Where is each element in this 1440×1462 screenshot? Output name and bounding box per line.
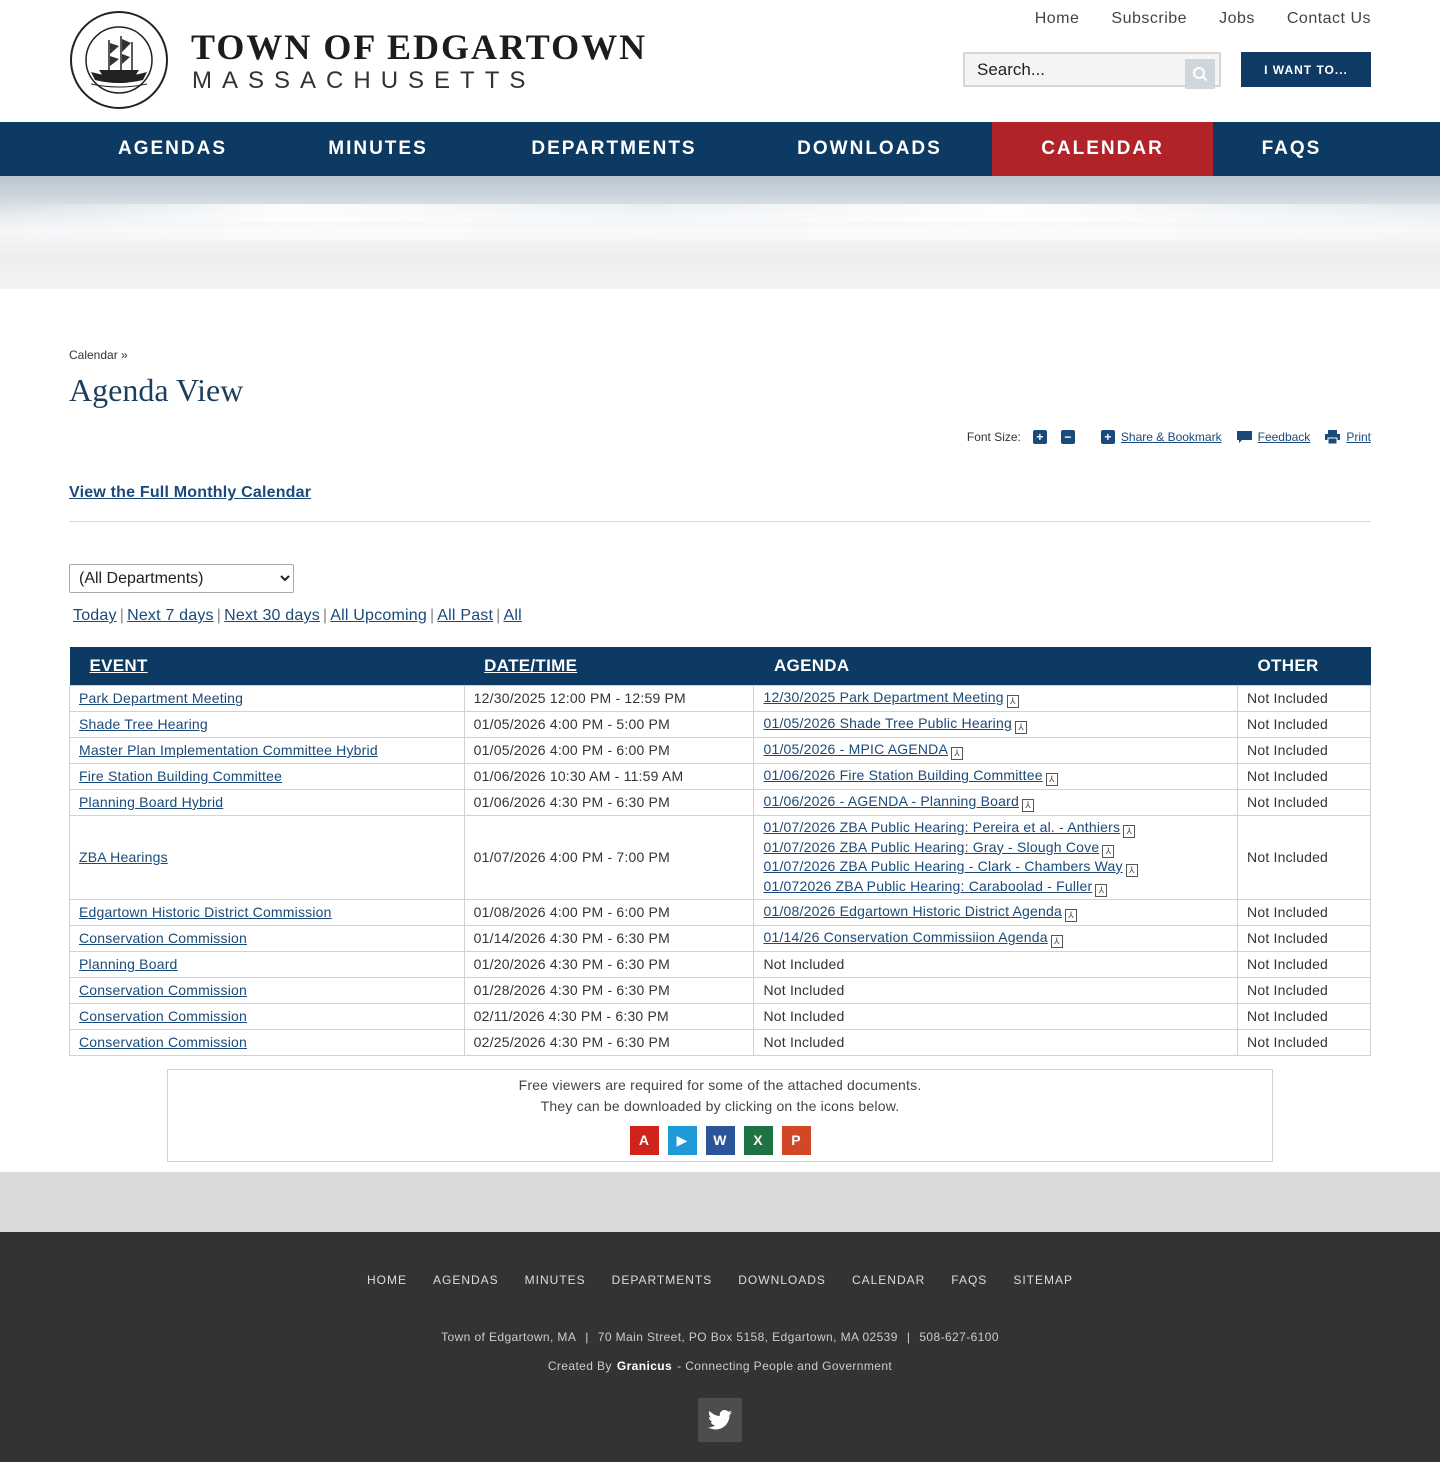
- footer-address: 70 Main Street, PO Box 5158, Edgartown, MA 02539: [597, 1330, 898, 1344]
- table-row: [70, 815, 1371, 899]
- filter-today[interactable]: Today: [73, 607, 117, 624]
- datetime-cell: 01/07/2026 4:00 PM - 7:00 PM: [464, 815, 754, 899]
- datetime-cell: 01/08/2026 4:00 PM - 6:00 PM: [464, 899, 754, 925]
- town-seal-logo[interactable]: [69, 10, 169, 110]
- viewer-icons: [168, 1126, 1272, 1155]
- feedback-link[interactable]: Feedback: [1257, 430, 1311, 444]
- agenda-link[interactable]: 01/05/2026 - MPIC AGENDA: [763, 741, 949, 758]
- nav-faqs[interactable]: FAQS: [1261, 138, 1322, 159]
- event-link[interactable]: Edgartown Historic District Commission: [79, 904, 332, 920]
- event-cell: [70, 925, 465, 951]
- agenda-item: [763, 688, 1228, 708]
- pdf-icon[interactable]: ⅄: [1126, 864, 1138, 877]
- event-link[interactable]: Conservation Commission: [79, 1034, 247, 1050]
- table-row: [70, 789, 1371, 815]
- agenda-cell: Not Included: [754, 1003, 1238, 1029]
- table-row: [70, 763, 1371, 789]
- footer-nav-downloads[interactable]: DOWNLOADS: [738, 1273, 826, 1287]
- event-cell: [70, 1003, 465, 1029]
- font-size-label: Font Size:: [966, 430, 1021, 444]
- date-filters: Today | Next 7 days | Next 30 days | All Upcoming | All Past | All: [73, 607, 522, 624]
- event-cell: [70, 977, 465, 1003]
- agenda-link[interactable]: 01/08/2026 Edgartown Historic District Agenda: [763, 903, 1062, 920]
- agenda-item: [763, 928, 1228, 948]
- agenda-link[interactable]: 01/07/2026 ZBA Public Hearing: Gray - Slough Cove: [763, 838, 1100, 855]
- agenda-cell: [754, 763, 1238, 789]
- excel-icon[interactable]: X: [744, 1126, 773, 1155]
- font-decrease-icon[interactable]: −: [1061, 430, 1075, 444]
- print-link[interactable]: Print: [1346, 430, 1371, 444]
- footer-phone[interactable]: 508-627-6100: [919, 1330, 999, 1344]
- agenda-cell: Not Included: [754, 1029, 1238, 1055]
- pdf-icon[interactable]: ⅄: [1046, 773, 1058, 786]
- events-table: [69, 647, 1371, 1056]
- table-row: [70, 711, 1371, 737]
- share-bookmark-link[interactable]: Share & Bookmark: [1120, 430, 1222, 444]
- other-cell: Not Included: [1238, 685, 1371, 711]
- table-row: [70, 737, 1371, 763]
- datetime-cell: 01/05/2026 4:00 PM - 5:00 PM: [464, 711, 754, 737]
- agenda-cell: [754, 925, 1238, 951]
- filter-next-30-days[interactable]: Next 30 days: [224, 607, 320, 624]
- nav-calendar[interactable]: CALENDAR: [992, 122, 1213, 176]
- nav-agendas[interactable]: AGENDAS: [117, 138, 227, 159]
- nav-downloads[interactable]: DOWNLOADS: [797, 138, 942, 159]
- agenda-cell: Not Included: [754, 977, 1238, 1003]
- share-icon[interactable]: +: [1101, 430, 1115, 444]
- other-cell: Not Included: [1238, 815, 1371, 899]
- font-increase-icon[interactable]: +: [1033, 430, 1047, 444]
- footer-nav-sitemap[interactable]: SITEMAP: [1013, 1273, 1073, 1287]
- table-header-row: [70, 647, 1371, 685]
- agenda-item: [763, 857, 1228, 877]
- footer-contact-info: Town of Edgartown, MA | 70 Main Street, PO Box 5158, Edgartown, MA 02539 | 508-627-6100: [441, 1330, 999, 1344]
- footer-nav-agendas[interactable]: AGENDAS: [432, 1273, 499, 1287]
- twitter-icon: [708, 1410, 732, 1430]
- other-cell: Not Included: [1238, 925, 1371, 951]
- agenda-cell: [754, 737, 1238, 763]
- granicus-link[interactable]: Granicus: [616, 1359, 673, 1373]
- other-cell: Not Included: [1238, 737, 1371, 763]
- agenda-item: [763, 902, 1228, 922]
- viewers-line-2: They can be downloaded by clicking on the icons below.: [540, 1098, 900, 1114]
- agenda-link[interactable]: 12/30/2025 Park Department Meeting: [763, 689, 1004, 706]
- agenda-cell: [754, 789, 1238, 815]
- agenda-link[interactable]: 01/05/2026 Shade Tree Public Hearing: [763, 715, 1012, 732]
- footer-credit: [0, 1359, 1440, 1373]
- footer-spacer: [0, 1172, 1440, 1232]
- datetime-cell: 02/11/2026 4:30 PM - 6:30 PM: [464, 1003, 754, 1029]
- event-link[interactable]: ZBA Hearings: [79, 849, 168, 865]
- datetime-cell: 01/14/2026 4:30 PM - 6:30 PM: [464, 925, 754, 951]
- sort-datetime-link[interactable]: DATE/TIME: [484, 655, 578, 675]
- event-cell: [70, 737, 465, 763]
- table-row: [70, 685, 1371, 711]
- other-cell: Not Included: [1238, 763, 1371, 789]
- datetime-cell: 12/30/2025 12:00 PM - 12:59 PM: [464, 685, 754, 711]
- agenda-link[interactable]: 01/072026 ZBA Public Hearing: Caraboolad - Fuller: [763, 877, 1093, 894]
- other-cell: Not Included: [1238, 1003, 1371, 1029]
- datetime-cell: 01/05/2026 4:00 PM - 6:00 PM: [464, 737, 754, 763]
- full-monthly-calendar-link[interactable]: View the Full Monthly Calendar: [69, 484, 312, 501]
- print-icon[interactable]: [1325, 430, 1340, 444]
- utility-links: [1035, 10, 1371, 28]
- agenda-item: [763, 714, 1228, 734]
- header-other: OTHER: [1238, 647, 1371, 685]
- viewers-line-1: Free viewers are required for some of the attached documents.: [518, 1077, 922, 1093]
- footer-tagline: - Connecting People and Government: [677, 1359, 893, 1373]
- agenda-item: [763, 740, 1228, 760]
- event-cell: [70, 951, 465, 977]
- site-subtitle: MASSACHUSETTS: [192, 67, 536, 94]
- pdf-icon[interactable]: ⅄: [1095, 884, 1107, 897]
- sort-event-link[interactable]: EVENT: [89, 655, 148, 675]
- datetime-cell: 01/06/2026 4:30 PM - 6:30 PM: [464, 789, 754, 815]
- agenda-cell: [754, 815, 1238, 899]
- agenda-item: [763, 838, 1228, 858]
- datetime-cell: 01/06/2026 10:30 AM - 11:59 AM: [464, 763, 754, 789]
- table-row: [70, 1029, 1371, 1055]
- agenda-link[interactable]: 01/07/2026 ZBA Public Hearing: Pereira et al. - Anthiers: [763, 819, 1121, 835]
- powerpoint-icon[interactable]: P: [782, 1126, 811, 1155]
- agenda-item: [763, 766, 1228, 786]
- event-link[interactable]: Conservation Commission: [79, 1008, 247, 1024]
- table-row: [70, 1003, 1371, 1029]
- top-link-contact-us[interactable]: Contact Us: [1286, 10, 1371, 27]
- event-link[interactable]: Master Plan Implementation Committee Hybrid: [79, 742, 378, 758]
- nav-departments[interactable]: DEPARTMENTS: [531, 138, 697, 159]
- other-cell: Not Included: [1238, 1029, 1371, 1055]
- twitter-button[interactable]: [698, 1398, 742, 1442]
- pdf-icon[interactable]: ⅄: [1015, 721, 1027, 734]
- search-icon: [1192, 66, 1208, 82]
- word-icon[interactable]: W: [706, 1126, 735, 1155]
- agenda-link[interactable]: 01/06/2026 Fire Station Building Committee: [763, 767, 1043, 784]
- agenda-cell: [754, 711, 1238, 737]
- agenda-link[interactable]: 01/07/2026 ZBA Public Hearing - Clark - Chambers Way: [763, 858, 1123, 874]
- search-button[interactable]: [1185, 59, 1215, 89]
- footer-nav-calendar[interactable]: CALENDAR: [851, 1273, 926, 1287]
- table-row: [70, 899, 1371, 925]
- agenda-cell: Not Included: [754, 951, 1238, 977]
- datetime-cell: 01/20/2026 4:30 PM - 6:30 PM: [464, 951, 754, 977]
- pdf-icon[interactable]: ⅄: [951, 747, 963, 760]
- other-cell: Not Included: [1238, 977, 1371, 1003]
- main-nav: [0, 122, 1440, 176]
- nav-minutes[interactable]: MINUTES: [328, 138, 428, 159]
- event-cell: [70, 685, 465, 711]
- other-cell: Not Included: [1238, 899, 1371, 925]
- event-link[interactable]: Conservation Commission: [79, 982, 247, 998]
- footer-nav-home[interactable]: HOME: [366, 1273, 407, 1287]
- acrobat-icon[interactable]: A: [630, 1126, 659, 1155]
- other-cell: Not Included: [1238, 711, 1371, 737]
- footer-nav-minutes[interactable]: MINUTES: [524, 1273, 586, 1287]
- search-box: [963, 52, 1221, 87]
- footer-town: Town of Edgartown, MA: [441, 1330, 577, 1344]
- event-cell: [70, 789, 465, 815]
- event-link[interactable]: Fire Station Building Committee: [79, 768, 283, 784]
- breadcrumb[interactable]: Calendar »: [69, 348, 128, 362]
- event-link[interactable]: Planning Board Hybrid: [79, 794, 224, 810]
- event-cell: [70, 899, 465, 925]
- event-link[interactable]: Park Department Meeting: [79, 690, 244, 706]
- i-want-to-button[interactable]: I WANT TO...: [1241, 52, 1371, 87]
- table-row: [70, 951, 1371, 977]
- top-link-home[interactable]: Home: [1034, 10, 1080, 27]
- filter-all-upcoming[interactable]: All Upcoming: [330, 607, 427, 624]
- agenda-item: [763, 818, 1228, 838]
- footer-nav-departments[interactable]: DEPARTMENTS: [611, 1273, 713, 1287]
- page-tools: [967, 430, 1371, 444]
- pdf-icon[interactable]: ⅄: [1022, 799, 1034, 812]
- header-agenda: AGENDA: [754, 647, 1238, 685]
- agenda-cell: [754, 685, 1238, 711]
- pdf-icon[interactable]: ⅄: [1123, 825, 1135, 838]
- filter-next-7-days[interactable]: Next 7 days: [127, 607, 214, 624]
- search-input[interactable]: [965, 54, 1175, 85]
- agenda-item: [763, 877, 1228, 897]
- top-link-subscribe[interactable]: Subscribe: [1111, 10, 1188, 27]
- event-cell: [70, 1029, 465, 1055]
- filter-all[interactable]: All: [503, 607, 522, 624]
- department-select[interactable]: [69, 564, 294, 593]
- datetime-cell: 02/25/2026 4:30 PM - 6:30 PM: [464, 1029, 754, 1055]
- agenda-cell: [754, 899, 1238, 925]
- header-datetime[interactable]: [464, 647, 754, 685]
- table-row: [70, 925, 1371, 951]
- feedback-icon[interactable]: [1237, 431, 1252, 444]
- other-cell: Not Included: [1238, 789, 1371, 815]
- footer-nav: [0, 1273, 1440, 1287]
- site-header: [0, 0, 1440, 122]
- other-cell: Not Included: [1238, 951, 1371, 977]
- table-row: [70, 977, 1371, 1003]
- pdf-icon[interactable]: ⅄: [1102, 845, 1114, 858]
- agenda-link[interactable]: 01/14/26 Conservation Commissiion Agenda: [763, 929, 1048, 946]
- created-by-label: Created By: [547, 1359, 612, 1373]
- filter-all-past[interactable]: All Past: [437, 607, 494, 624]
- event-link[interactable]: Planning Board: [79, 956, 178, 972]
- pdf-icon[interactable]: ⅄: [1065, 909, 1077, 922]
- pdf-icon[interactable]: ⅄: [1051, 935, 1063, 948]
- media-player-icon[interactable]: ▶: [668, 1126, 697, 1155]
- page-title: Agenda View: [69, 372, 244, 408]
- agenda-item: [763, 792, 1228, 812]
- datetime-cell: 01/28/2026 4:30 PM - 6:30 PM: [464, 977, 754, 1003]
- event-link[interactable]: Shade Tree Hearing: [79, 716, 208, 732]
- footer-nav-faqs[interactable]: FAQS: [951, 1273, 988, 1287]
- events-table-body: [70, 685, 1371, 1055]
- event-link[interactable]: Conservation Commission: [79, 930, 247, 946]
- event-cell: [70, 763, 465, 789]
- viewers-notice: [167, 1069, 1273, 1162]
- agenda-link[interactable]: 01/06/2026 - AGENDA - Planning Board: [763, 793, 1019, 810]
- event-cell: [70, 711, 465, 737]
- header-event[interactable]: [70, 647, 465, 685]
- divider: [69, 521, 1371, 522]
- site-title: TOWN OF EDGARTOWN: [191, 27, 648, 67]
- pdf-icon[interactable]: ⅄: [1007, 695, 1019, 708]
- banner-image: [0, 176, 1440, 289]
- event-cell: [70, 815, 465, 899]
- top-link-jobs[interactable]: Jobs: [1219, 10, 1255, 27]
